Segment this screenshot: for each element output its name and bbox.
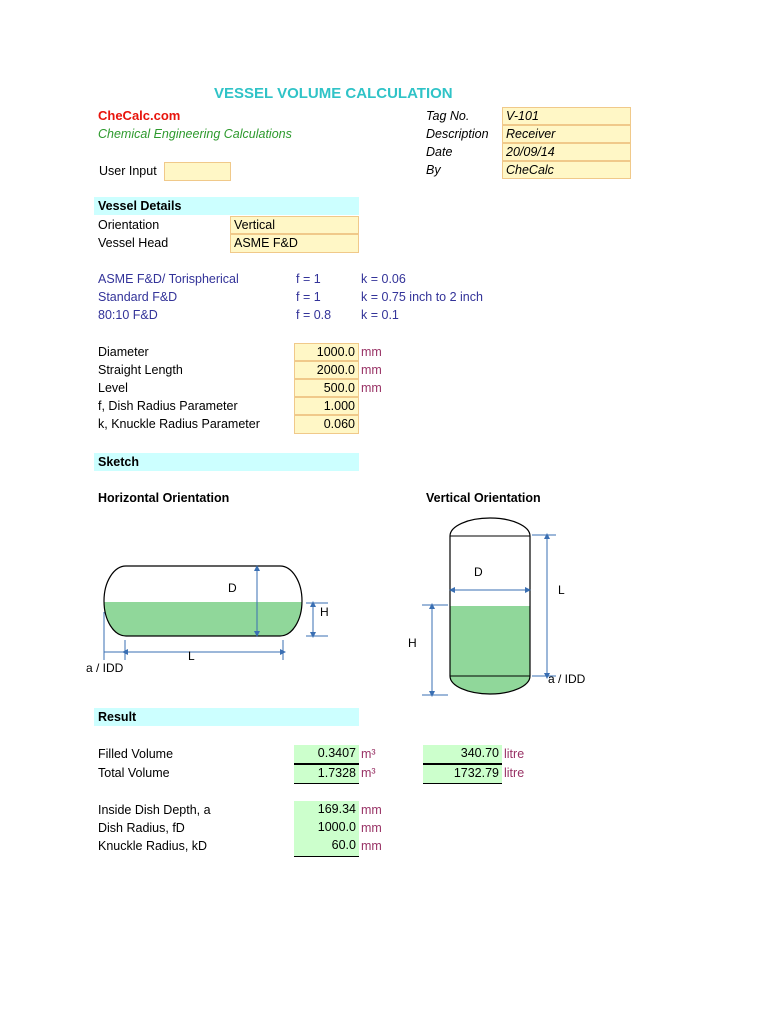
sketch-label-l: L — [558, 583, 565, 597]
dish-radius-param-label: f, Dish Radius Parameter — [98, 399, 238, 413]
vertical-liquid — [450, 606, 530, 696]
level-label: Level — [98, 381, 128, 395]
filled-volume-litre-unit: litre — [504, 747, 525, 761]
head-type-k: k = 0.06 — [361, 272, 406, 286]
head-type-f: f = 0.8 — [296, 308, 332, 322]
straight-length-label: Straight Length — [98, 363, 183, 377]
filled-volume-m3: 0.3407 — [294, 745, 359, 764]
inside-dish-depth-value: 169.34 — [294, 801, 359, 820]
page-title: VESSEL VOLUME CALCULATION — [214, 85, 453, 102]
knuckle-radius-unit: mm — [361, 839, 382, 853]
brand-name[interactable]: CheCalc.com — [98, 108, 181, 123]
dish-radius-label: Dish Radius, fD — [98, 821, 185, 835]
sketch-label-idd: a / IDD — [548, 672, 586, 686]
user-input-legend-swatch — [164, 162, 231, 181]
head-type-name: 80:10 F&D — [98, 308, 158, 322]
head-type-name: ASME F&D/ Torispherical — [98, 272, 239, 286]
sketch-label-d: D — [228, 581, 237, 595]
vessel-head-label: Vessel Head — [98, 236, 169, 250]
straight-length-input[interactable]: 2000.0 — [294, 361, 359, 379]
head-type-k: k = 0.75 inch to 2 inch — [361, 290, 483, 304]
inside-dish-depth-unit: mm — [361, 803, 382, 817]
dish-radius-unit: mm — [361, 821, 382, 835]
level-input[interactable]: 500.0 — [294, 379, 359, 397]
total-volume-label: Total Volume — [98, 766, 170, 780]
horizontal-orientation-title: Horizontal Orientation — [98, 491, 230, 505]
description-field[interactable]: Receiver — [502, 125, 631, 143]
head-type-name: Standard F&D — [98, 290, 178, 304]
tag-no-field[interactable]: V-101 — [502, 107, 631, 125]
knuckle-radius-param-input[interactable]: 0.060 — [294, 415, 359, 434]
description-label: Description — [426, 127, 489, 141]
sketch-label-idd: a / IDD — [86, 661, 124, 675]
head-type-f: f = 1 — [296, 272, 321, 286]
vessel-head-select[interactable]: ASME F&D — [230, 234, 359, 253]
user-input-legend-label: User Input — [99, 164, 157, 178]
horizontal-vessel-sketch — [80, 560, 340, 680]
sketch-heading: Sketch — [94, 453, 359, 471]
date-field[interactable]: 20/09/14 — [502, 143, 631, 161]
vertical-vessel-sketch — [400, 514, 600, 704]
by-label: By — [426, 163, 441, 177]
inside-dish-depth-label: Inside Dish Depth, a — [98, 803, 211, 817]
sketch-label-h: H — [408, 636, 417, 650]
date-label: Date — [426, 145, 453, 159]
level-unit: mm — [361, 381, 382, 395]
total-volume-litre: 1732.79 — [423, 764, 502, 784]
tag-no-label: Tag No. — [426, 109, 470, 123]
dish-radius-param-input[interactable]: 1.000 — [294, 397, 359, 415]
head-type-f: f = 1 — [296, 290, 321, 304]
orientation-select[interactable]: Vertical — [230, 216, 359, 234]
total-volume-m3-unit: m³ — [361, 766, 376, 780]
diameter-input[interactable]: 1000.0 — [294, 343, 359, 361]
total-volume-m3: 1.7328 — [294, 764, 359, 784]
filled-volume-litre: 340.70 — [423, 745, 502, 764]
vessel-details-heading: Vessel Details — [94, 197, 359, 215]
straight-length-unit: mm — [361, 363, 382, 377]
by-field[interactable]: CheCalc — [502, 161, 631, 179]
brand-tagline: Chemical Engineering Calculations — [98, 127, 292, 141]
result-heading: Result — [94, 708, 359, 726]
filled-volume-m3-unit: m³ — [361, 747, 376, 761]
knuckle-radius-label: Knuckle Radius, kD — [98, 839, 208, 853]
total-volume-litre-unit: litre — [504, 766, 525, 780]
head-type-k: k = 0.1 — [361, 308, 399, 322]
dish-radius-value: 1000.0 — [294, 819, 359, 838]
sketch-label-l: L — [188, 649, 195, 663]
knuckle-radius-param-label: k, Knuckle Radius Parameter — [98, 417, 260, 431]
vertical-orientation-title: Vertical Orientation — [426, 491, 541, 505]
diameter-unit: mm — [361, 345, 382, 359]
sketch-label-h: H — [320, 605, 329, 619]
sketch-label-d: D — [474, 565, 483, 579]
filled-volume-label: Filled Volume — [98, 747, 174, 761]
diameter-label: Diameter — [98, 345, 149, 359]
knuckle-radius-value: 60.0 — [294, 837, 359, 857]
orientation-label: Orientation — [98, 218, 160, 232]
